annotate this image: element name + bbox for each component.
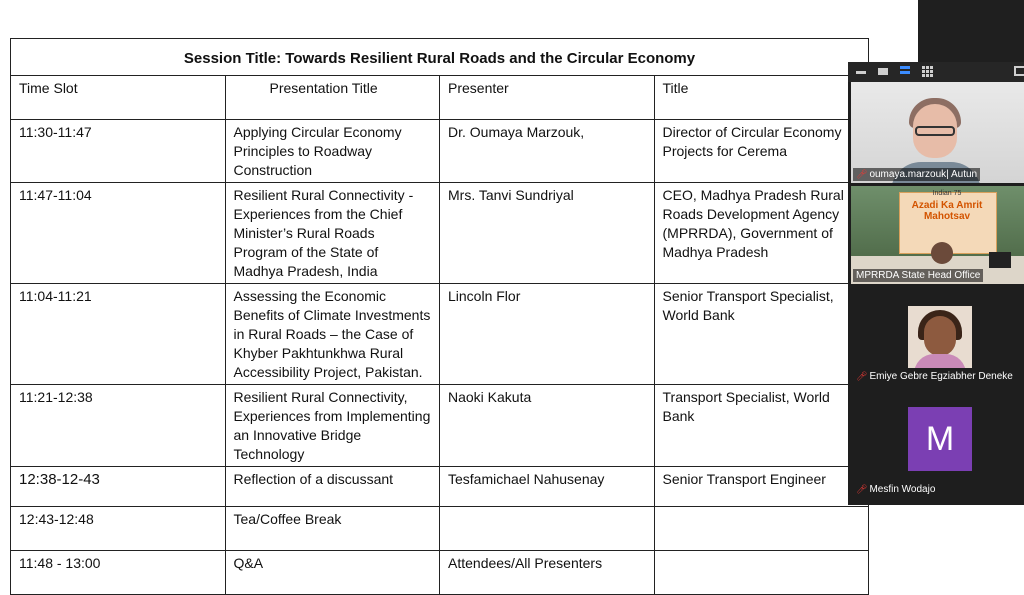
participant-name-label: 🎤︎ Mesfin Wodajo <box>856 484 936 495</box>
banner-small-text: Indian 75 <box>932 190 962 197</box>
presenter-cell: Attendees/All Presenters <box>440 551 655 595</box>
header-time: Time Slot <box>11 76 226 120</box>
table-row <box>11 385 869 467</box>
window-edge <box>918 0 1024 62</box>
presentation-cell: Reflection of a discussant <box>225 467 440 507</box>
mic-muted-icon: 🎤︎ <box>856 484 868 494</box>
title-cell: CEO, Madhya Pradesh Rural Roads Development Agency (MPRRDA), Government of Madhya Pradesh <box>654 183 869 284</box>
photo-face <box>924 316 956 356</box>
mic-muted-icon: 🎤︎ <box>856 169 868 179</box>
title-cell <box>654 551 869 595</box>
table-row <box>11 507 869 551</box>
presenter-cell: Mrs. Tanvi Sundriyal <box>440 183 655 284</box>
presenter-cell: Dr. Oumaya Marzouk, <box>440 120 655 183</box>
strip-view-icon[interactable] <box>900 66 910 76</box>
title-cell <box>654 507 869 551</box>
table-row <box>11 467 869 507</box>
participant-figure <box>931 242 953 264</box>
laptop <box>989 252 1011 268</box>
presentation-cell: Assessing the Economic Benefits of Climate Investments in Rural Roads – the Case of Khyber Pakhtunkhwa Rural Accessibility Project, Pakistan. <box>225 284 440 385</box>
presentation-cell: Applying Circular Economy Principles to Roadway Construction <box>225 120 440 183</box>
presentation-cell: Resilient Rural Connectivity, Experiences from Implementing an Innovative Bridge Technology <box>225 385 440 467</box>
time-cell: 11:04-11:21 <box>11 284 226 385</box>
video-tile-oumaya[interactable] <box>851 82 1024 183</box>
presentation-cell: Resilient Rural Connectivity - Experiences from the Chief Minister’s Rural Roads Program of the State of Madhya Pradesh, India <box>225 183 440 284</box>
table-header-row <box>11 76 869 120</box>
presenter-cell: Tesfamichael Nahusenay <box>440 467 655 507</box>
profile-photo <box>908 306 972 368</box>
time-cell: 12:43-12:48 <box>11 507 226 551</box>
speaker-view-icon[interactable] <box>878 68 888 75</box>
time-cell: 12:38-12-43 <box>11 467 226 507</box>
presenter-cell <box>440 507 655 551</box>
time-cell: 11:21-12:38 <box>11 385 226 467</box>
presenter-cell: Lincoln Flor <box>440 284 655 385</box>
presenter-cell: Naoki Kakuta <box>440 385 655 467</box>
participant-name-label: 🎤︎ Emiye Gebre Egziabher Deneke <box>856 371 1013 382</box>
title-cell: Senior Transport Specialist, World Bank <box>654 284 869 385</box>
participant-glasses <box>915 126 955 136</box>
presentation-cell: Q&A <box>225 551 440 595</box>
header-presentation: Presentation Title <box>225 76 440 120</box>
title-cell: Director of Circular Economy Projects for Cerema <box>654 120 869 183</box>
time-cell: 11:48 - 13:00 <box>11 551 226 595</box>
session-title: Session Title: Towards Resilient Rural Roads and the Circular Economy <box>11 39 869 76</box>
table-row <box>11 183 869 284</box>
video-tile-mesfin[interactable] <box>851 390 1024 495</box>
presentation-cell: Tea/Coffee Break <box>225 507 440 551</box>
time-cell: 11:30-11:47 <box>11 120 226 183</box>
video-tile-emiye[interactable] <box>851 286 1024 388</box>
table-row <box>11 551 869 595</box>
avatar: M <box>908 407 972 471</box>
title-cell: Senior Transport Engineer <box>654 467 869 507</box>
table-row <box>11 120 869 183</box>
title-cell: Transport Specialist, World Bank <box>654 385 869 467</box>
participant-name-label: MPRRDA State Head Office <box>853 269 983 282</box>
header-title: Title <box>654 76 869 120</box>
banner-big-text: Azadi Ka Amrit Mahotsav <box>911 200 983 222</box>
session-schedule-table <box>10 38 869 595</box>
minimize-view-icon[interactable] <box>856 71 866 74</box>
mic-muted-icon: 🎤︎ <box>856 371 868 381</box>
video-tile-mprrda[interactable] <box>851 186 1024 284</box>
table-row <box>11 284 869 385</box>
exit-view-icon[interactable] <box>1014 66 1024 76</box>
gallery-view-icon[interactable] <box>922 66 933 77</box>
time-cell: 11:47-11:04 <box>11 183 226 284</box>
participants-panel <box>848 62 1024 505</box>
header-presenter: Presenter <box>440 76 655 120</box>
view-toolbar <box>848 62 1024 82</box>
participant-name-label: 🎤︎ oumaya.marzouk| Autun <box>853 168 980 181</box>
